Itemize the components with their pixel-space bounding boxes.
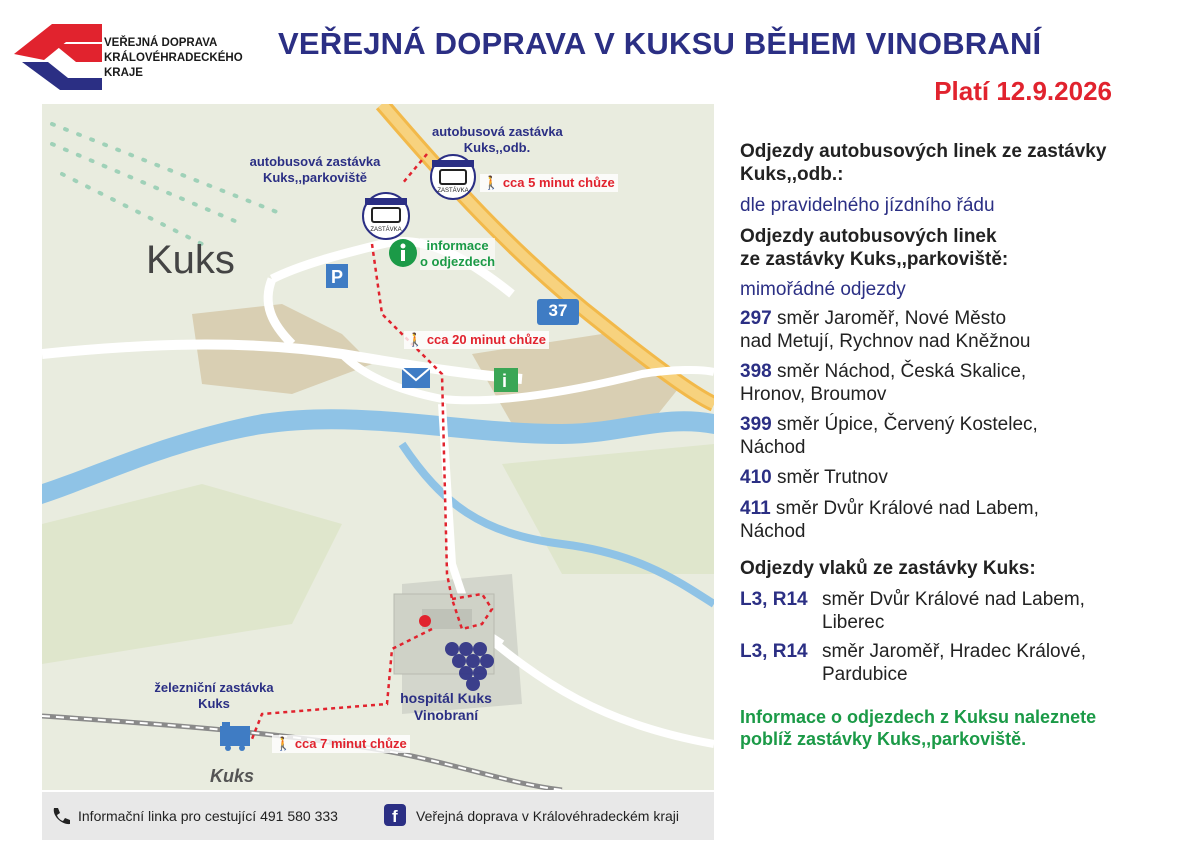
phone-text[interactable]: Informační linka pro cestující 491 580 333	[78, 808, 338, 824]
page-title: VEŘEJNÁ DOPRAVA V KUKSU BĚHEM VINOBRANÍ	[278, 26, 1042, 61]
hospital-label-line-2: Vinobraní	[413, 707, 479, 723]
train-heading: Odjezdy vlaků ze zastávky Kuks:	[740, 558, 1036, 579]
info-label	[420, 238, 495, 270]
stop-odb-label	[432, 124, 562, 156]
train-stop-label-line-1: železniční zastávka	[154, 680, 274, 695]
line-direction-cont: Náchod	[740, 521, 806, 542]
train-code: L3, R14	[740, 589, 808, 610]
kraj-logo	[14, 22, 104, 92]
facebook-text[interactable]: Veřejná doprava v Královéhradeckém kraji	[416, 808, 680, 824]
line-number: 410	[740, 467, 772, 488]
stop-odb-label-line-1: autobusová zastávka	[432, 124, 563, 139]
road-number: 37	[548, 301, 568, 320]
bus-line-398	[740, 360, 1180, 406]
train-direction-cont: Liberec	[822, 612, 885, 633]
train-stop-label	[134, 680, 294, 712]
line-direction: směr Úpice, Červený Kostelec,	[771, 414, 1038, 435]
train-direction-cont: Pardubice	[822, 664, 908, 685]
map[interactable]	[42, 104, 714, 790]
line-direction: směr Trutnov	[771, 467, 888, 488]
stop-park-label	[230, 154, 400, 186]
svg-text:P: P	[331, 267, 344, 287]
line-direction: směr Jaroměř, Nové Město	[771, 308, 1007, 329]
info-label-line-1: informace	[426, 238, 489, 253]
park-heading-1: Odjezdy autobusových linek	[740, 226, 997, 247]
line-direction-cont: nad Metují, Rychnov nad Kněžnou	[740, 331, 1031, 352]
town-name: Kuks	[146, 238, 235, 282]
park-note: mimořádné odjezdy	[740, 279, 906, 300]
logo-line-2: KRÁLOVÉHRADECKÉHO	[104, 52, 243, 64]
walk-20-label	[404, 331, 549, 349]
validity-date: Platí 12.9.2026	[934, 76, 1112, 106]
hospital-label-line-1: hospitál Kuks	[400, 690, 492, 706]
bus-line-399	[740, 413, 1180, 459]
train-direction: směr Dvůr Králové nad Labem,	[822, 589, 1085, 610]
info-label-line-2: o odjezdech	[420, 254, 496, 269]
phone-icon	[50, 806, 70, 826]
line-direction: směr Náchod, Česká Skalice,	[771, 361, 1027, 382]
park-heading-2: ze zastávky Kuks,,parkoviště:	[740, 249, 1009, 270]
info-icon	[388, 238, 418, 268]
odb-heading: Odjezdy autobusových linek ze zastávky Kuks,,odb.:	[740, 141, 1107, 185]
train-stop-label-line-2: Kuks	[198, 696, 230, 711]
svg-text:i: i	[502, 371, 508, 391]
walk-7-label	[272, 735, 410, 753]
hospital-label	[386, 690, 506, 724]
info-note-2: poblíž zastávky Kuks,,parkoviště.	[740, 729, 1027, 749]
stop-sign-odb: ZASTÁVKA	[437, 188, 469, 194]
stop-park-label-line-1: autobusová zastávka	[249, 154, 381, 169]
line-direction-cont: Náchod	[740, 437, 806, 458]
train-row-1	[740, 588, 1180, 634]
stop-sign-park: ZASTÁVKA	[370, 227, 402, 233]
walker-icon: 🚶	[275, 736, 292, 751]
logo-line-3: KRAJE	[104, 67, 143, 79]
line-number: 398	[740, 361, 772, 382]
train-row-2	[740, 640, 1180, 686]
logo-line-1: VEŘEJNÁ DOPRAVA	[104, 37, 218, 49]
bus-stop-odb-icon[interactable]	[430, 154, 476, 200]
info-note-1: Informace o odjezdech z Kuksu naleznete	[740, 707, 1097, 727]
bus-line-410	[740, 466, 1180, 489]
logo-text	[104, 36, 243, 81]
walk-5-text: cca 5 minut chůze	[502, 175, 615, 190]
bus-line-411	[740, 497, 1180, 543]
walk-5-label	[480, 174, 618, 192]
train-code: L3, R14	[740, 641, 808, 662]
svg-text:f: f	[392, 807, 398, 826]
bus-stop-park-icon[interactable]	[362, 192, 410, 240]
odb-note: dle pravidelného jízdního řádu	[740, 195, 995, 216]
line-direction: směr Dvůr Králové nad Labem,	[770, 498, 1039, 519]
walk-20-text: cca 20 minut chůze	[426, 332, 547, 347]
facebook-icon[interactable]	[384, 804, 406, 826]
walk-7-text: cca 7 minut chůze	[294, 736, 407, 751]
footer	[42, 792, 714, 840]
stop-odb-label-line-2: Kuks,,odb.	[463, 140, 531, 155]
line-number: 399	[740, 414, 772, 435]
line-direction-cont: Hronov, Broumov	[740, 384, 887, 405]
train-direction: směr Jaroměř, Hradec Králové,	[822, 641, 1086, 662]
line-number: 411	[740, 498, 771, 519]
bus-line-297	[740, 307, 1180, 353]
line-number: 297	[740, 308, 772, 329]
station-town-name: Kuks	[210, 766, 255, 786]
walker-icon: 🚶	[407, 332, 424, 347]
departures-panel	[740, 140, 1180, 750]
stop-park-label-line-2: Kuks,,parkoviště	[262, 170, 368, 185]
walker-icon: 🚶	[483, 175, 500, 190]
